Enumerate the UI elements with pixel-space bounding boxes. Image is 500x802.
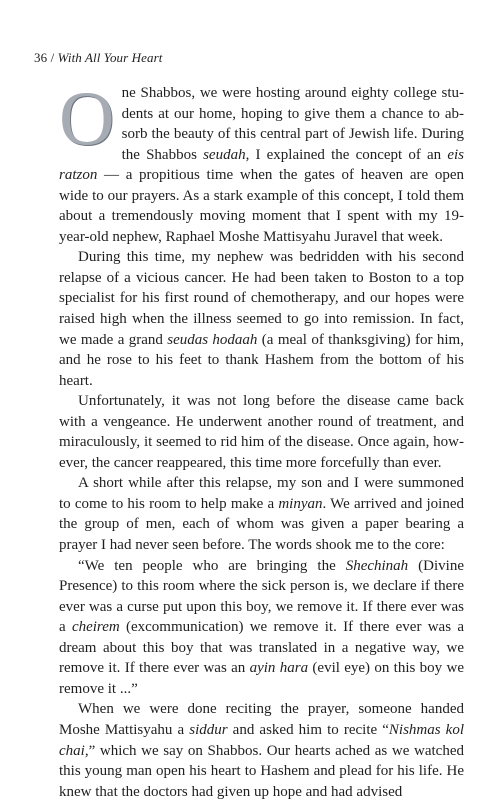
italic-term: seudah bbox=[203, 146, 246, 163]
page-number: 36 bbox=[34, 50, 48, 65]
text-run: (excommunication) we remove it. If there ever was a dream about this boy that was translated in a negative way, we remove it. If there ever was an bbox=[59, 619, 464, 677]
text-run: A short while after this relapse, my son and I were summoned to come to his room to help make a bbox=[59, 475, 464, 512]
text-run: ne Shabbos, we were hosting around eighty college students at our home, hoping to give them a chance to absorb the beauty of this central part of Jewish life. During the Shabbos bbox=[121, 85, 464, 163]
text-run: . We arrived and joined the group of men, each of whom was given a paper bearing a prayer I had never seen before. The words shook me to the core: bbox=[59, 495, 464, 554]
text-run: ” which we say on Shabbos. Our hearts ached as we watched this young man open his heart to Hashem and plead for his life. He knew that the doctors had given up hope and had advised bbox=[59, 742, 464, 800]
text-run: (evil eye) on this boy we remove it ...” bbox=[59, 660, 464, 697]
italic-term: ayin hara bbox=[249, 660, 309, 677]
text-run: During this time, my nephew was bedridden with his second relapse of a vicious cancer. He had been taken to Boston to a top specialist for his first round of chemotherapy, and our hopes were raised high when the illness seemed to go into remission. In fact, we made a grand bbox=[59, 249, 464, 348]
italic-term: cheirem bbox=[71, 619, 120, 636]
text-run: , I explained the concept of an bbox=[245, 146, 448, 163]
italic-term: siddur bbox=[189, 721, 228, 738]
text-run: When we were done reciting the prayer, someone handed Moshe Mattisyahu a bbox=[59, 701, 464, 738]
running-head bbox=[34, 51, 162, 65]
paragraph bbox=[59, 699, 464, 802]
body-text bbox=[59, 75, 464, 802]
drop-cap: O bbox=[59, 75, 115, 161]
text-run: (a meal of thanksgiving) for him, and he rose to his feet to thank Hashem from the bottom of his heart. bbox=[59, 331, 464, 389]
text-run: “We ten people who are bringing the bbox=[78, 557, 346, 574]
italic-term: eis ratzon bbox=[59, 146, 464, 184]
italic-term: Nishmas kol chai, bbox=[59, 721, 464, 759]
paragraph: Unfortunately, it was not long before the disease came back with a vengeance. He underwent another round of treatment, and miraculously, it seemed to rid him of the disease. Once again, however, the cancer reappeared, this time more forcefully than ever. bbox=[59, 393, 464, 471]
text-run: and asked him to recite “ bbox=[227, 721, 389, 738]
italic-term: Shechinah bbox=[345, 557, 409, 574]
paragraph bbox=[59, 247, 464, 391]
book-title: With All Your Heart bbox=[57, 50, 163, 65]
header-separator: / bbox=[50, 50, 55, 65]
italic-term: seudas hodaah bbox=[167, 331, 258, 348]
paragraph bbox=[59, 473, 464, 555]
italic-term: minyan bbox=[278, 495, 323, 512]
paragraph bbox=[59, 75, 464, 247]
paragraph bbox=[59, 556, 464, 700]
text-run: — a propitious time when the gates of heaven are open wide to our prayers. As a stark example of this concept, I told them about a tremendously moving moment that I spent with my 19-year-old nephew, Raphael Moshe Mattisyahu Juravel that week. bbox=[59, 167, 464, 245]
text-run: (Divine Presence) to this room where the sick person is, we declare if there ever was a curse put upon this boy, we remove it. If there ever was a bbox=[59, 557, 464, 636]
